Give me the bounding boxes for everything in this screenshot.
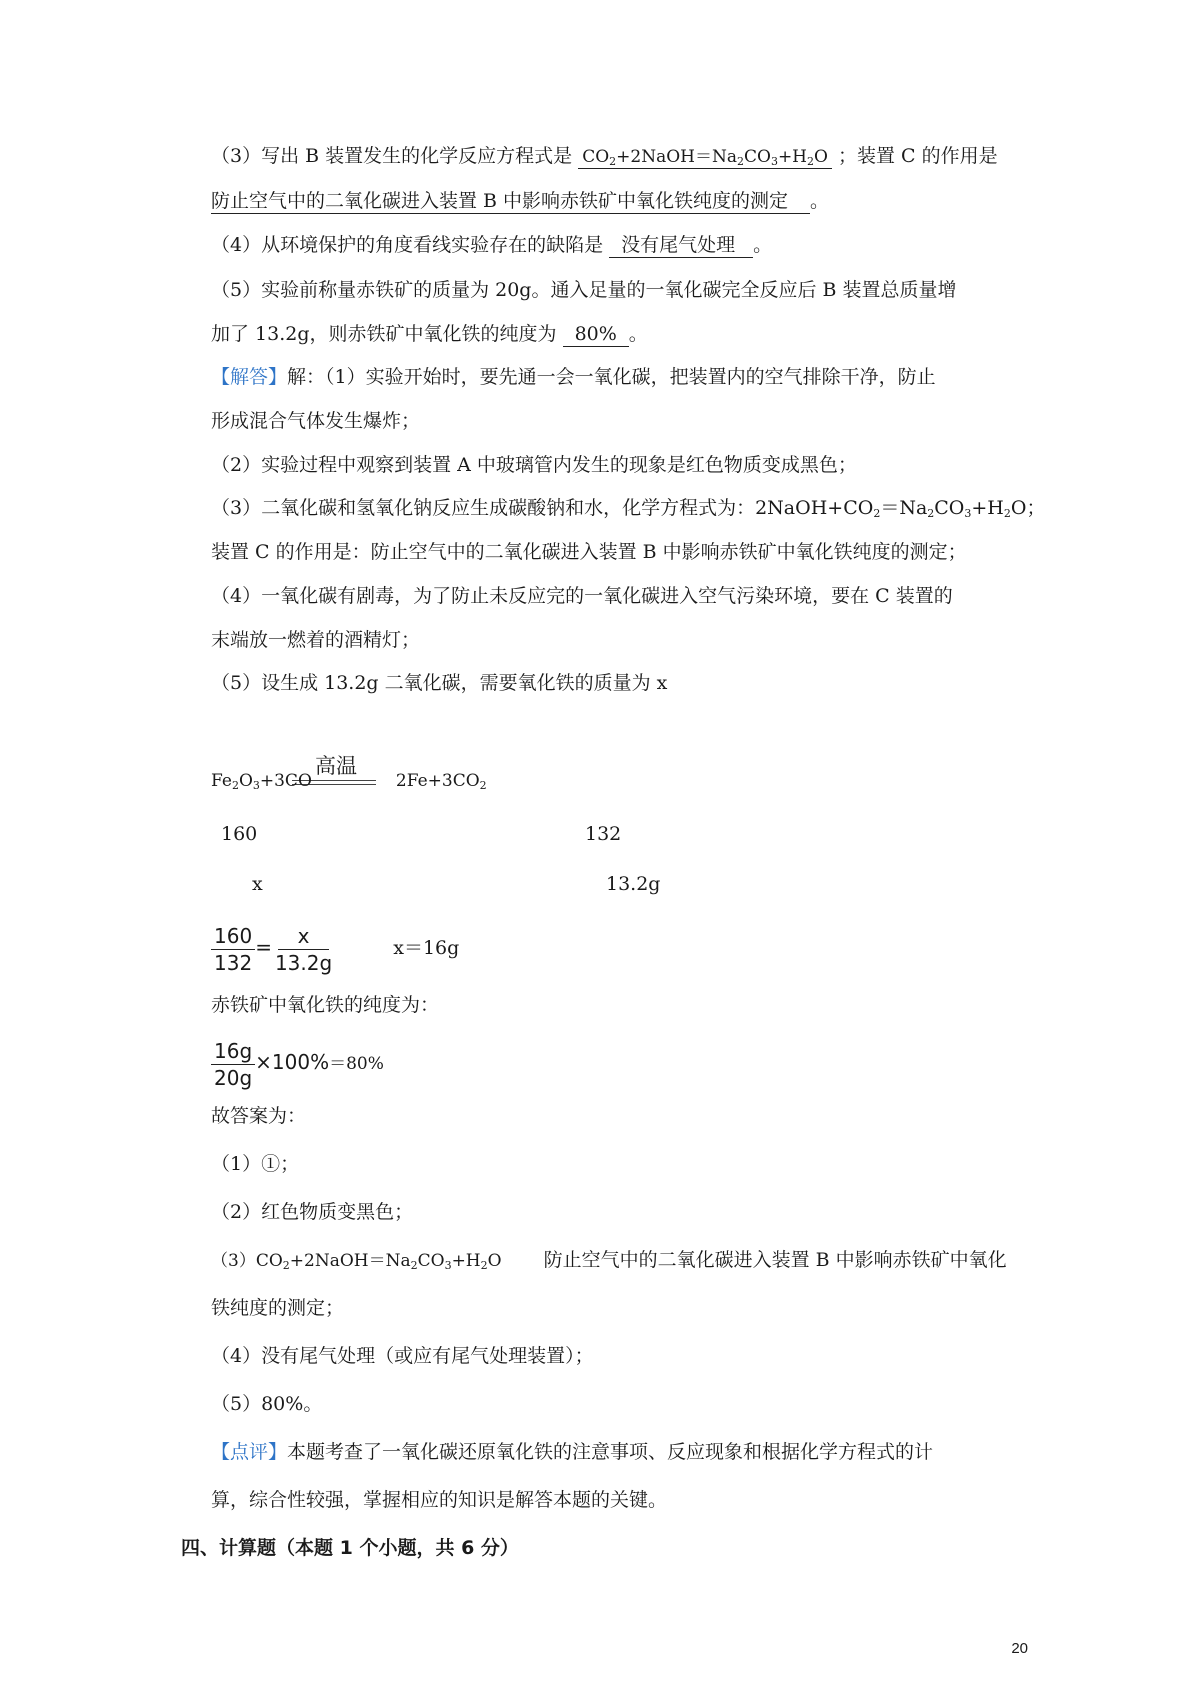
q4-answer: 没有尾气处理 <box>609 234 753 258</box>
answers-intro: 故答案为： <box>211 1105 307 1127</box>
solution-line3b: 装置 C 的作用是：防止空气中的二氧化碳进入装置 B 中影响赤铁矿中氧化铁纯度的测定； <box>211 541 967 563</box>
answer-2: （2）红色物质变黑色； <box>211 1201 414 1223</box>
proportion-line: $\frac{160}{132}$ = $\frac{x}{13.2g}$ x＝16g <box>211 917 1030 977</box>
molar-mass-2: 132 <box>585 823 622 845</box>
q4-line: （4）从环境保护的角度看线实验存在的缺陷是 没有尾气处理 。 <box>211 234 773 256</box>
purity-label: 赤铁矿中氧化铁的纯度为： <box>211 994 440 1016</box>
answer-3-cont: 铁纯度的测定； <box>211 1297 345 1319</box>
solution-line2: （2）实验过程中观察到装置 A 中玻璃管内发生的现象是红色物质变成黑色； <box>211 454 857 476</box>
solution-line1: 【解答】解：（1）实验开始时，要先通一会一氧化碳，把装置内的空气排除干净，防止 <box>211 366 936 388</box>
unknown-x: x <box>252 873 263 895</box>
answer-3: $(3)CO_2+2NaOH=Na_2CO_3+H_2O$ 防止空气中的二氧化碳进入装置 B 中影响赤铁矿中氧化 <box>211 1249 1007 1272</box>
purity-calc: $\frac{16g}{20g}$ ×100%＝80% <box>211 1032 1030 1092</box>
q3-prefix: （3）写出 B 装置发生的化学反应方程式是 <box>211 145 573 167</box>
reaction-condition: 高温 <box>315 754 357 778</box>
answer-5: （5）80%。 <box>211 1393 323 1415</box>
section-heading: 四、计算题（本题 1 个小题，共 6 分） <box>181 1537 519 1559</box>
comment-tag: 【点评】 <box>211 1441 288 1463</box>
solution-line5: （5）设生成 13.2g 二氧化碳，需要氧化铁的质量为 x <box>211 672 668 694</box>
solution-line1b: 形成混合气体发生爆炸； <box>211 410 421 432</box>
fraction-16g-20g: $\frac{16g}{20g}$ <box>211 1039 255 1090</box>
q3-answer2: 防止空气中的二氧化碳进入装置 B 中影响赤铁矿中氧化铁纯度的测定 <box>211 190 810 214</box>
solution-line3: （3）二氧化碳和氢氧化钠反应生成碳酸钠和水，化学方程式为：$2NaOH+CO_2=Na_2CO_3+H_2O$； <box>211 497 1046 520</box>
answer-4: （4）没有尾气处理（或应有尾气处理装置）； <box>211 1345 594 1367</box>
comment-line1: 【点评】本题考查了一氧化碳还原氧化铁的注意事项、反应现象和根据化学方程式的计 <box>211 1441 934 1463</box>
q3-middle: ；装置 C 的作用是 <box>838 145 998 167</box>
page-number: 20 <box>1011 1640 1028 1657</box>
chemical-equation: $Fe_2O_3+3CO$ $2Fe+3CO_2$ <box>211 771 487 792</box>
q3-answer2-line: 防止空气中的二氧化碳进入装置 B 中影响赤铁矿中氧化铁纯度的测定 。 <box>211 190 830 212</box>
fraction-160-132: $\frac{160}{132}$ <box>211 924 255 975</box>
answer-1: （1）①； <box>211 1153 300 1175</box>
fraction-x-13.2g: $\frac{x}{13.2g}$ <box>274 923 333 975</box>
q3-equation-answer: $CO_2+2NaOH=Na_2CO_3+H_2O$ <box>578 147 832 169</box>
solution-tag: 【解答】 <box>211 366 288 388</box>
q3-line <box>211 141 1030 172</box>
solution-line4: （4）一氧化碳有剧毒，为了防止未反应完的一氧化碳进入空气污染环境，要在 C 装置的 <box>211 585 953 607</box>
x-result: x＝16g <box>393 937 460 959</box>
q5-line2: 加了 13.2g，则赤铁矿中氧化铁的纯度为 80% 。 <box>211 323 648 345</box>
q5-answer: 80% <box>563 323 629 347</box>
molar-mass-1: 160 <box>221 823 258 845</box>
q5-line1: （5）实验前称量赤铁矿的质量为 20g。通入足量的一氧化碳完全反应后 B 装置总质量增 <box>211 279 957 301</box>
known-mass: 13.2g <box>606 873 661 895</box>
comment-line2: 算，综合性较强，掌握相应的知识是解答本题的关键。 <box>211 1489 668 1511</box>
solution-line4b: 末端放一燃着的酒精灯； <box>211 629 421 651</box>
